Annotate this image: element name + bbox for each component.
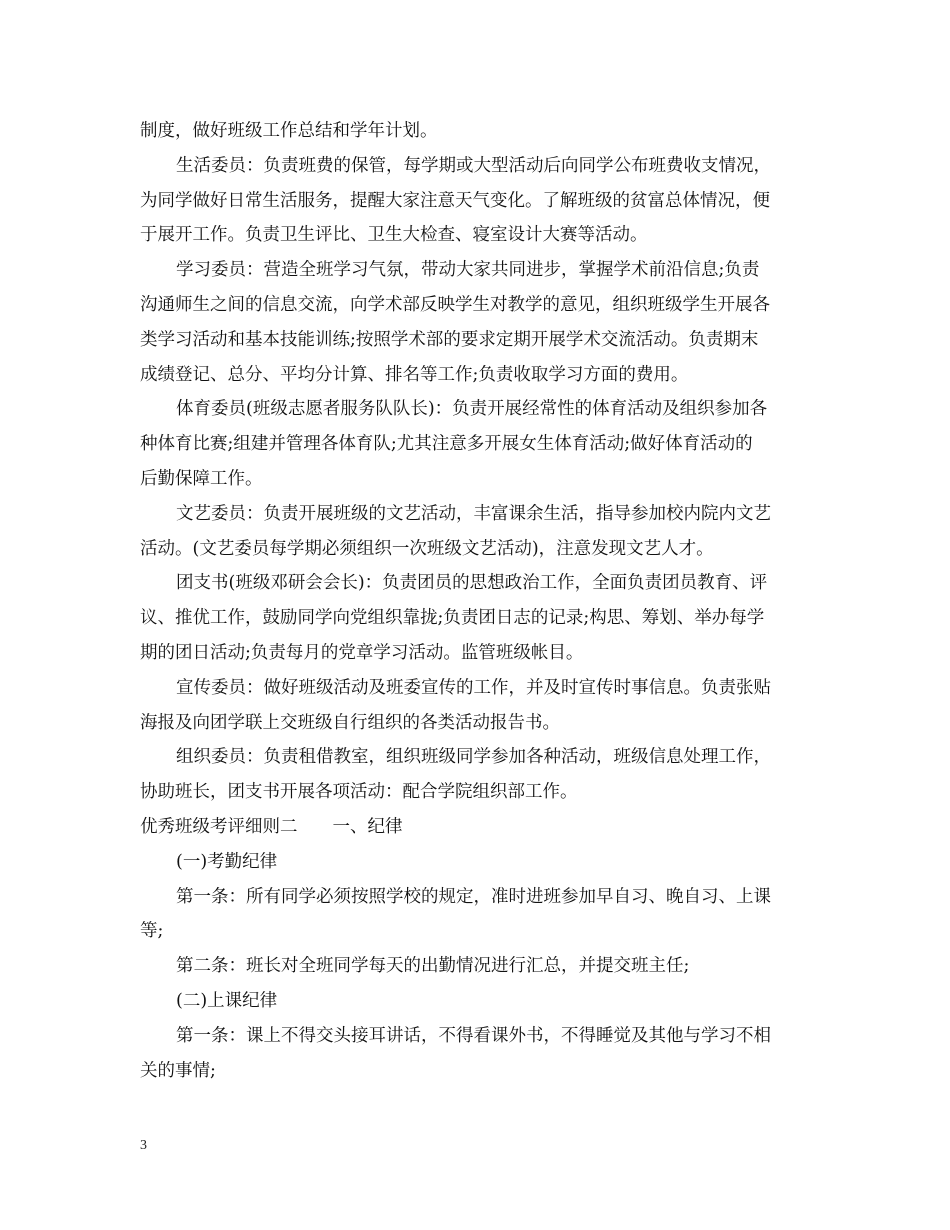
text-line: 等;	[140, 921, 164, 942]
text-line: 类学习活动和基本技能训练;按照学术部的要求定期开展学术交流活动。负责期末	[140, 329, 759, 350]
text-line: 活动。(文艺委员每学期必须组织一次班级文艺活动)，注意发现文艺人才。	[140, 538, 714, 559]
text-line: 期的团日活动;负责每月的党章学习活动。监管班级帐目。	[140, 642, 584, 663]
text-line: 海报及向团学联上交班级自行组织的各类活动报告书。	[140, 712, 560, 733]
text-line: 于展开工作。负责卫生评比、卫生大检查、寝室设计大赛等活动。	[140, 225, 648, 246]
text-line: 制度，做好班级工作总结和学年计划。	[140, 121, 438, 141]
text-line: 后勤保障工作。	[140, 468, 263, 489]
document-body	[140, 114, 812, 1088]
text-line: 团支书(班级邓研会会长)：负责团员的思想政治工作，全面负责团员教育、评	[176, 573, 768, 594]
text-line: 文艺委员：负责开展班级的文艺活动，丰富课余生活，指导参加校内院内文艺	[176, 503, 771, 524]
text-line: 宣传委员：做好班级活动及班委宣传的工作，并及时宣传时事信息。负责张贴	[176, 677, 771, 698]
text-line: 第一条：课上不得交头接耳讲话，不得看课外书，不得睡觉及其他与学习不相	[176, 1025, 771, 1046]
text-line: 体育委员(班级志愿者服务队队长)：负责开展经常性的体育活动及组织参加各	[176, 399, 768, 420]
text-line: 沟通师生之间的信息交流，向学术部反映学生对教学的意见，组织班级学生开展各	[140, 294, 770, 315]
text-line: 议、推优工作，鼓励同学向党组织靠拢;负责团日志的记录;构思、筹划、举办每学	[140, 608, 765, 629]
page-number: 3	[140, 1138, 147, 1153]
text-line: 关的事情;	[140, 1060, 216, 1081]
text-line: 为同学做好日常生活服务，提醒大家注意天气变化。了解班级的贫富总体情况，便	[140, 190, 770, 211]
text-line: 成绩登记、总分、平均分计算、排名等工作;负责收取学习方面的费用。	[140, 364, 689, 385]
text-line: (一)考勤纪律	[176, 851, 278, 872]
text-line: 种体育比赛;组建并管理各体育队;尤其注意多开展女生体育活动;做好体育活动的	[140, 434, 753, 455]
text-line: 生活委员：负责班费的保管，每学期或大型活动后向同学公布班费收支情况，	[176, 155, 771, 176]
text-line: 第二条：班长对全班同学每天的出勤情况进行汇总，并提交班主任;	[176, 956, 690, 977]
text-line: 学习委员：营造全班学习气氛，带动大家共同进步，掌握学术前沿信息;负责	[176, 260, 760, 281]
text-line: 优秀班级考评细则二 一、纪律	[140, 816, 403, 837]
text-line: 组织委员：负责租借教室，组织班级同学参加各种活动，班级信息处理工作，	[176, 747, 771, 768]
text-line: (二)上课纪律	[176, 990, 278, 1011]
text-line: 协助班长，团支书开展各项活动：配合学院组织部工作。	[140, 782, 578, 803]
text-line: 第一条：所有同学必须按照学校的规定，准时进班参加早自习、晚自习、上课	[176, 886, 771, 907]
